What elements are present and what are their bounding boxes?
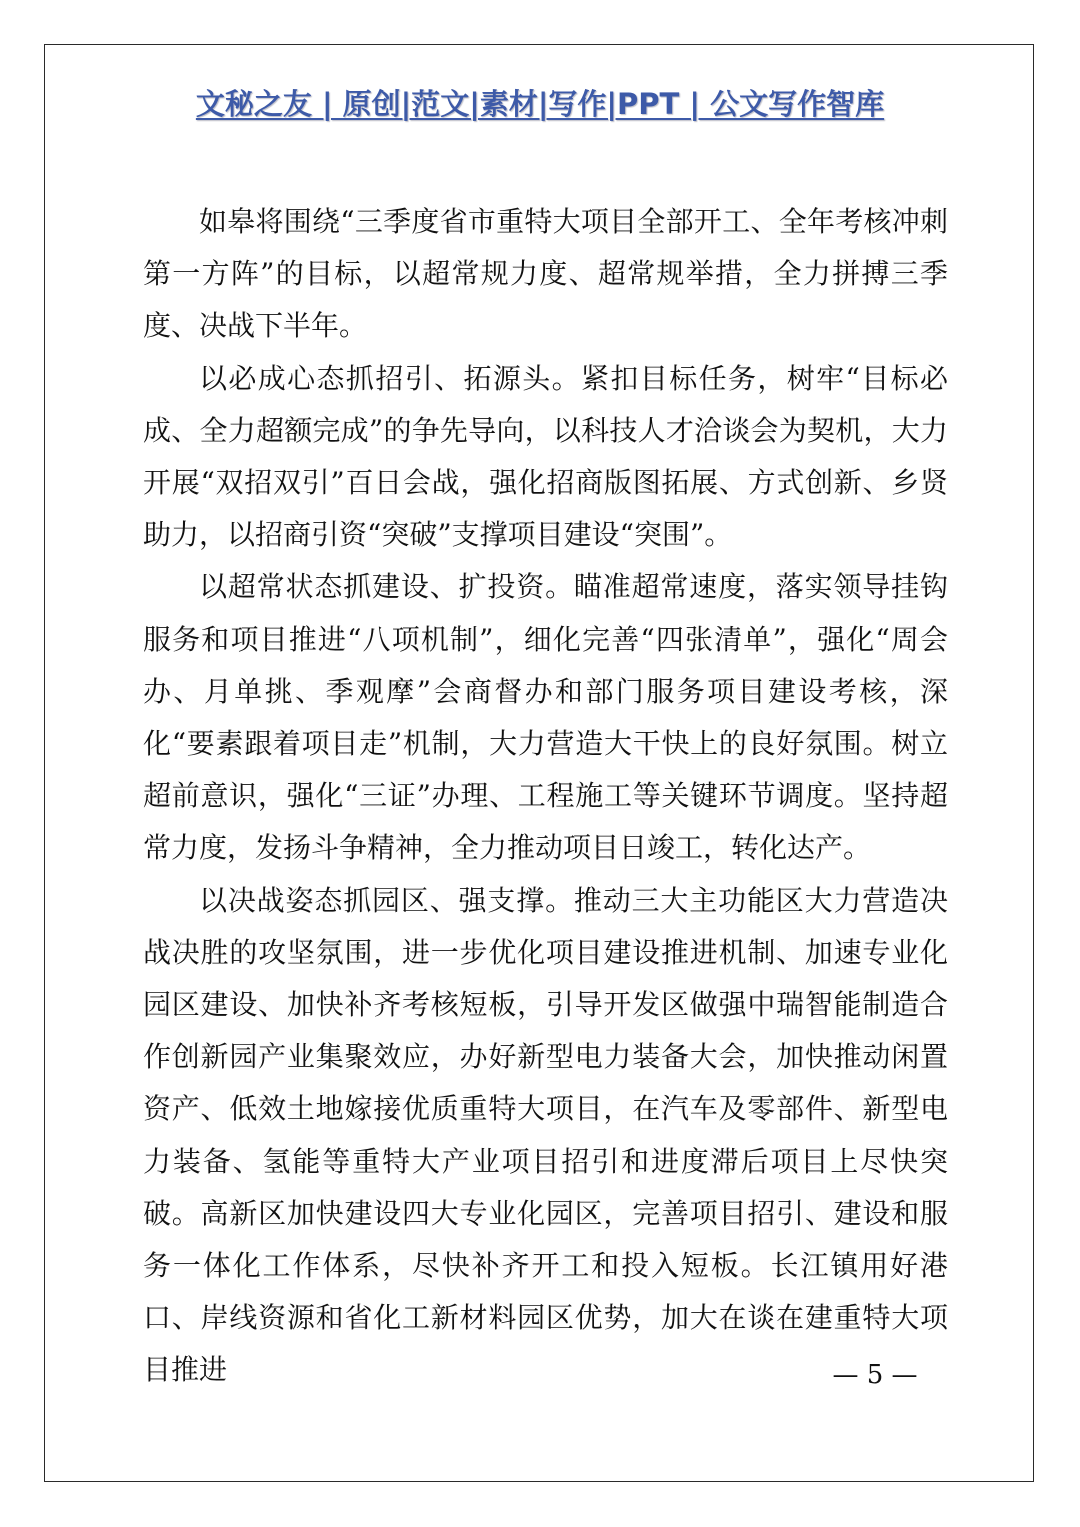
- paragraph-3: 以超常状态抓建设、扩投资。瞄准超常速度，落实领导挂钩服务和项目推进“八项机制”，细化完善“四张清单”，强化“周会办、月单挑、季观摩”会商督办和部门服务项目建设考核，深化“要素跟着项目走”机制，大力营造大干快上的良好氛围。树立超前意识，强化“三证”办理、工程施工等关键环节调度。坚持超常力度，发扬斗争精神，全力推动项目日竣工，转化达产。: [143, 570, 948, 865]
- page-number: — 5 —: [832, 1360, 918, 1390]
- paragraph-4: 以决战姿态抓园区、强支撑。推动三大主功能区大力营造决战决胜的攻坚氛围，进一步优化项目建设推进机制、加速专业化园区建设、加快补齐考核短板，引导开发区做强中瑞智能制造合作创新园产业集聚效应，办好新型电力装备大会，加快推动闲置资产、低效土地嫁接优质重特大项目，在汽车及零部件、新型电力装备、氢能等重特大产业项目招引和进度滞后项目上尽快突破。高新区加快建设四大专业化园区，完善项目招引、建设和服务一体化工作体系，尽快补齐开工和投入短板。长江镇用好港口、岸线资源和省化工新材料园区优势，加大在谈在建重特大项目推进: [143, 883, 948, 1387]
- paragraph-2: 以必成心态抓招引、拓源头。紧扣目标任务，树牢“目标必成、全力超额完成”的争先导向，以科技人才洽谈会为契机，大力开展“双招双引”百日会战，强化招商版图拓展、方式创新、乡贤助力，以招商引资“突破”支撑项目建设“突围”。: [143, 361, 948, 552]
- document-body: [143, 196, 948, 1397]
- header-banner: 文秘之友 | 原创|范文|素材|写作|PPT | 公文写作智库: [195, 87, 885, 121]
- paragraph-1: 如皋将围绕“三季度省市重特大项目全部开工、全年考核冲刺第一方阵”的目标，以超常规力度、超常规举措，全力拼搏三季度、决战下半年。: [143, 205, 948, 343]
